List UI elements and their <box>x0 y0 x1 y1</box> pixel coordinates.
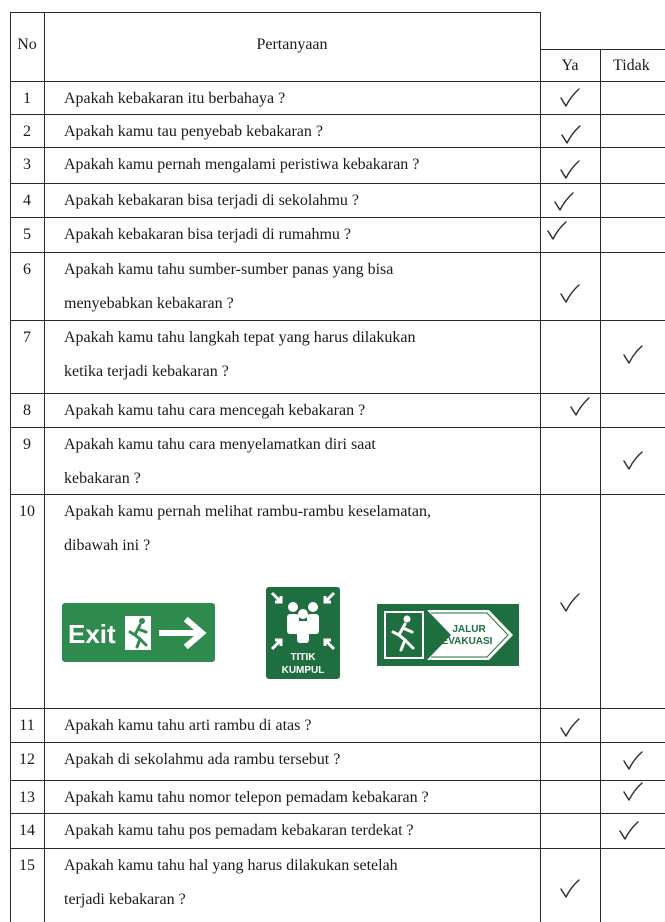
checkmark-no-icon <box>621 449 645 473</box>
evacuation-sign-line-1: JALUR <box>452 624 486 635</box>
question-text: Apakah kamu tahu sumber-sumber panas yang bisa <box>64 261 394 278</box>
assembly-sign-line-2: KUMPUL <box>281 665 325 676</box>
table-rule <box>10 12 540 13</box>
question-text: terjadi kebakaran ? <box>64 891 186 908</box>
question-text: Apakah kamu tahu hal yang harus dilakukan setelah <box>64 857 398 874</box>
row-number: 6 <box>23 261 31 278</box>
header-yes: Ya <box>561 57 579 74</box>
table-rule <box>10 393 665 394</box>
table-rule <box>10 780 665 781</box>
table-rule <box>10 252 665 253</box>
checkmark-yes-icon <box>559 123 583 147</box>
assembly-point-sign <box>266 587 340 679</box>
question-text: Apakah di sekolahmu ada rambu tersebut ? <box>64 751 341 768</box>
table-rule <box>540 49 665 50</box>
question-text: ketika terjadi kebakaran ? <box>64 363 229 380</box>
table-rule <box>10 12 11 922</box>
checkmark-yes-icon <box>545 219 569 243</box>
question-text: Apakah kamu pernah mengalami peristiwa kebakaran ? <box>64 156 420 173</box>
row-number: 8 <box>23 402 31 419</box>
question-text: Apakah kamu tahu cara mencegah kebakaran ? <box>64 402 366 419</box>
row-number: 10 <box>19 503 35 520</box>
checkmark-yes-icon <box>558 86 582 110</box>
row-number: 4 <box>23 192 31 209</box>
header-question: Pertanyaan <box>256 36 328 53</box>
row-number: 3 <box>23 156 31 173</box>
checkmark-no-icon <box>617 819 641 843</box>
table-rule <box>600 49 601 922</box>
table-rule <box>10 114 665 115</box>
running-person-icon <box>125 616 151 650</box>
checkmark-yes-icon <box>558 282 582 306</box>
question-text: kebakaran ? <box>64 470 141 487</box>
table-rule <box>540 12 541 922</box>
question-text: Apakah kamu tahu nomor telepon pemadam kebakaran ? <box>64 789 429 806</box>
row-number: 2 <box>23 123 31 140</box>
row-number: 1 <box>23 90 31 107</box>
table-rule <box>10 427 665 428</box>
question-text: menyebabkan kebakaran ? <box>64 295 234 312</box>
table-rule <box>10 183 665 184</box>
question-text: Apakah kamu tahu langkah tepat yang harus dilakukan <box>64 329 416 346</box>
table-rule <box>10 813 665 814</box>
question-text: Apakah kebakaran bisa terjadi di sekolahmu ? <box>64 192 359 209</box>
checkmark-yes-icon <box>568 395 592 419</box>
table-rule <box>10 320 665 321</box>
question-text: Apakah kebakaran bisa terjadi di rumahmu ? <box>64 226 351 243</box>
question-text: Apakah kebakaran itu berbahaya ? <box>64 90 286 107</box>
table-rule <box>10 81 665 82</box>
row-number: 11 <box>19 717 35 734</box>
table-rule <box>10 848 665 849</box>
question-text: Apakah kamu pernah melihat rambu-rambu keselamatan, <box>64 503 431 520</box>
question-text: Apakah kamu tau penyebab kebakaran ? <box>64 123 323 140</box>
question-text: Apakah kamu tahu cara menyelamatkan diri saat <box>64 436 376 453</box>
exit-sign <box>62 603 215 662</box>
table-rule <box>10 708 665 709</box>
header-no-answer: Tidak <box>613 57 650 74</box>
table-rule <box>10 147 665 148</box>
checkmark-no-icon <box>621 780 645 804</box>
question-text: dibawah ini ? <box>64 537 151 554</box>
row-number: 13 <box>19 789 35 806</box>
checkmark-yes-icon <box>558 716 582 740</box>
question-text: Apakah kamu tahu pos pemadam kebakaran terdekat ? <box>64 822 414 839</box>
assembly-sign-line-1: TITIK <box>290 652 316 663</box>
row-number: 7 <box>23 329 31 346</box>
checkmark-yes-icon <box>558 877 582 901</box>
row-number: 15 <box>19 857 35 874</box>
exit-sign-text: Exit <box>68 619 116 649</box>
checkmark-no-icon <box>621 343 645 367</box>
checkmark-yes-icon <box>558 591 582 615</box>
table-rule <box>10 742 665 743</box>
evacuation-route-sign <box>377 604 519 666</box>
table-rule <box>10 494 665 495</box>
table-rule <box>44 12 45 922</box>
row-number: 5 <box>23 226 31 243</box>
row-number: 12 <box>19 751 35 768</box>
evacuation-sign-line-2: EVAKUASI <box>441 636 493 647</box>
question-text: Apakah kamu tahu arti rambu di atas ? <box>64 717 312 734</box>
checkmark-yes-icon <box>558 158 582 182</box>
checkmark-no-icon <box>621 749 645 773</box>
row-number: 9 <box>23 436 31 453</box>
header-no: No <box>17 36 37 53</box>
row-number: 14 <box>19 822 35 839</box>
checkmark-yes-icon <box>552 190 576 214</box>
